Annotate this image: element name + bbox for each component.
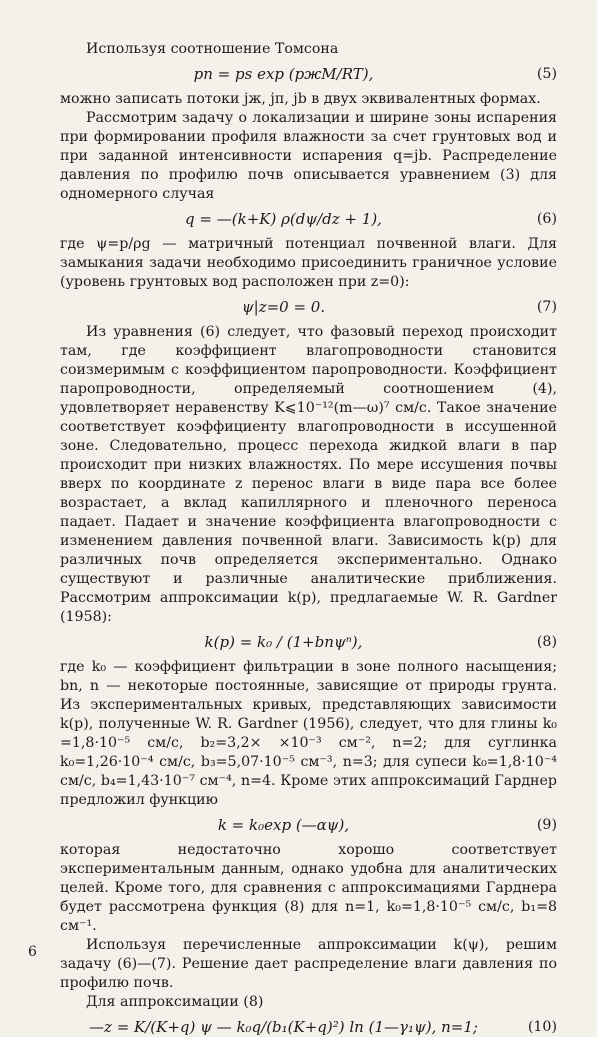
formula-expression: k(p) = k₀ / (1+bnψⁿ),	[204, 633, 363, 651]
formula-expression: ψ|z=0 = 0.	[241, 298, 326, 316]
paragraph: Используя перечисленные аппроксимации k(ψ), решим задачу (6)—(7). Решение дает распределение влаги давления по профилю почв.	[60, 937, 557, 991]
formula-number: (8)	[536, 634, 557, 650]
formula-6	[60, 210, 557, 229]
formula-expression: pп = ps exp (pжM/RT),	[193, 65, 374, 83]
formula-expression: —z = K/(K+q) ψ — k₀q/(b₁(K+q)²) ln (1—γ₁ψ), n=1;	[89, 1018, 478, 1036]
formula-expression: k = k₀exp (—αψ),	[217, 816, 350, 834]
paragraph: можно записать потоки jж, jп, jb в двух эквивалентных формах.	[60, 91, 541, 107]
paragraph: которая недостаточно хорошо соответствует экспериментальным данным, однако удобна для аналитических целей. Кроме того, для сравнения с аппроксимациями Гарднера будет рассмотрена функция (8) для n=1, k₀=1,8·10⁻⁵ см/с, b₁=8 см⁻¹.	[60, 842, 557, 934]
formula-number: (5)	[536, 66, 557, 82]
paragraph: Используя соотношение Томсона	[86, 41, 339, 57]
formula-10	[60, 1018, 557, 1037]
formula-8	[60, 633, 557, 652]
paragraph: Из уравнения (6) следует, что фазовый переход происходит там, где коэффициент влагопроводности становится соизмеримым с коэффициентом паропроводности. Коэффициент паропроводности, определяемый соотношением (4), удовлетворяет неравенству K⩽10⁻¹²(m—ω)⁷ см/с. Такое значение соответствует коэффициенту влагопроводности в иссушенной зоне. Следовательно, процесс перехода жидкой влаги в пар происходит при низких влажностях. По мере иссушения почвы вверх по координате z перенос влаги в виде пара все более возрастает, а вклад капиллярного и пленочного переноса падает. Падает и значение коэффициента влагопроводности с изменением давления почвенной влаги. Зависимость k(p) для различных почв определяется экспериментально. Однако существуют и различные аналитические приближения. Рассмотрим аппроксимации k(p), предлагаемые W. R. Gardner (1958):	[60, 324, 557, 625]
formula-expression: q = —(k+K) ρ(dψ/dz + 1),	[185, 210, 382, 228]
page-number: 6	[28, 944, 37, 960]
formula-7	[60, 298, 557, 317]
formula-5	[60, 65, 557, 84]
formula-number: (6)	[536, 211, 557, 227]
formula-number: (9)	[536, 817, 557, 833]
paragraph: Рассмотрим задачу о локализации и ширине зоны испарения при формировании профиля влажности за счет грунтовых вод и при заданной интенсивности испарения q=jb. Распределение давления по профилю почв описывается уравнением (3) для одномерного случая	[60, 110, 557, 202]
paragraph: где ψ=p/ρg — матричный потенциал почвенной влаги. Для замыкания задачи необходимо присоединить граничное условие (уровень грунтовых вод расположен при z=0):	[60, 236, 557, 290]
formula-9	[60, 816, 557, 835]
paragraph: Для аппроксимации (8)	[86, 994, 264, 1010]
formula-number: (7)	[536, 299, 557, 315]
formula-number: (10)	[527, 1019, 557, 1035]
paragraph: где k₀ — коэффициент фильтрации в зоне полного насыщения; bn, n — некоторые постоянные, зависящие от природы грунта. Из экспериментальных кривых, представляющих зависимости k(p), полученные W. R. Gardner (1956), следует, что для глины k₀ =1,8·10⁻⁵ см/с, b₂=3,2× ×10⁻³ см⁻², n=2; для суглинка k₀=1,26·10⁻⁴ см/с, b₃=5,07·10⁻⁵ см⁻³, n=3; для супеси k₀=1,8·10⁻⁴ см/с, b₄=1,43·10⁻⁷ см⁻⁴, n=4. Кроме этих аппроксимаций Гарднер предложил функцию	[60, 659, 557, 808]
